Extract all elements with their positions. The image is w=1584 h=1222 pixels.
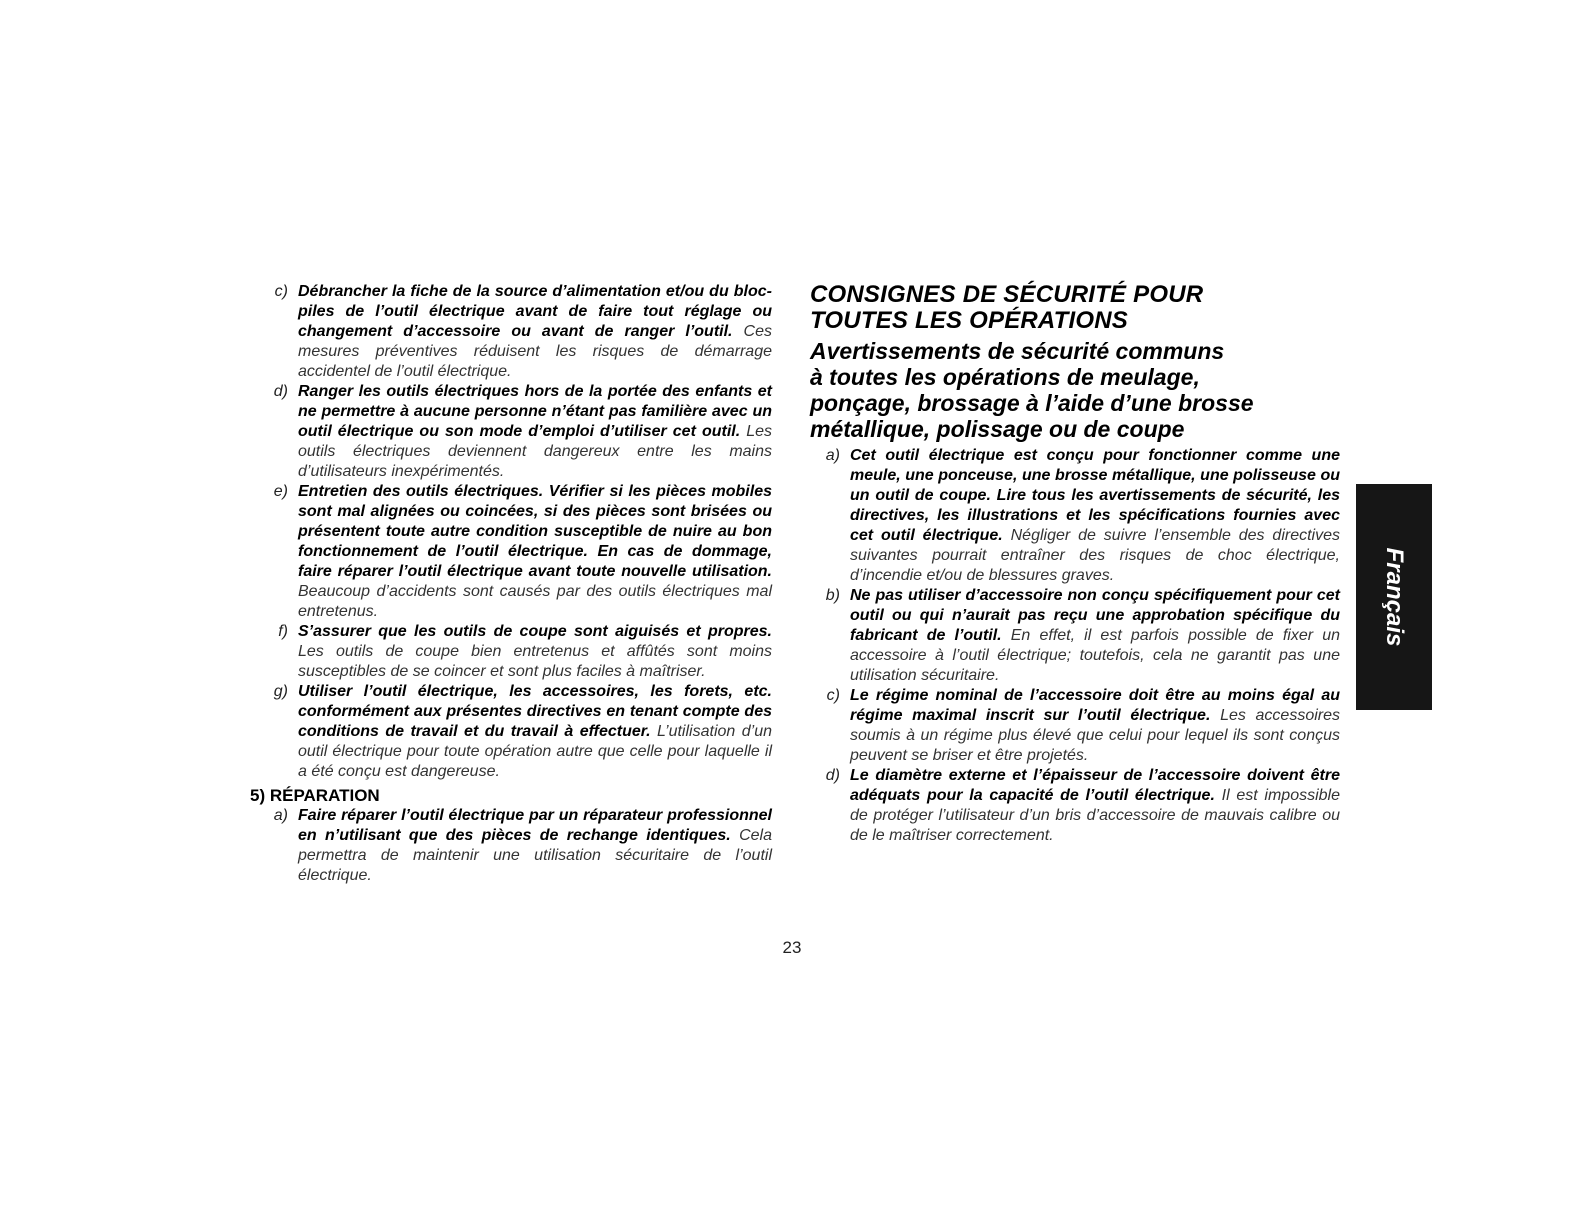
item-body bbox=[298, 622, 772, 682]
subtitle-line: ponçage, brossage à l’aide d’une brosse bbox=[810, 390, 1254, 416]
item-bold-text: Cet outil électrique est conçu pour fonctionner comme une meule, une ponceuse, une brosse métallique, une polisseuse ou un outil de coupe. Lire tous les avertissements de sécurité, les directives, les illustrations et les spécifications fournies avec cet outil électrique. bbox=[850, 447, 1340, 544]
item-bold-text: Ranger les outils électriques hors de la portée des enfants et ne permettre à aucune personne n’étant pas familière avec un outil électrique ou son mode d’emploi d’utiliser cet outil. bbox=[298, 383, 772, 440]
item-letter: g) bbox=[273, 683, 288, 700]
language-tab bbox=[1356, 484, 1432, 710]
item-bold-text: Le régime nominal de l’accessoire doit être au moins égal au régime maximal inscrit sur l’outil électrique. bbox=[850, 687, 1340, 724]
item-body bbox=[298, 382, 772, 482]
list-item bbox=[250, 806, 772, 886]
item-body bbox=[298, 682, 772, 782]
item-text: Les outils électriques deviennent dangereux entre les mains d’utilisateurs inexpérimentés. bbox=[298, 423, 772, 480]
title-line: CONSIGNES DE SÉCURITÉ POUR bbox=[810, 281, 1204, 308]
list-item bbox=[250, 382, 772, 482]
item-bold-text: Le diamètre externe et l’épaisseur de l’accessoire doivent être adéquats pour la capacité de l’outil électrique. bbox=[850, 767, 1340, 804]
item-bold-text: Entretien des outils électriques. Vérifier si les pièces mobiles sont mal alignées ou coincées, si des pièces sont brisées ou présentent toute autre condition susceptible de nuire au bon fonctionnement de l’outil électrique. En cas de dommage, faire réparer l’outil électrique avant toute nouvelle utilisation. bbox=[298, 483, 772, 580]
item-body bbox=[850, 446, 1340, 586]
list-item bbox=[250, 482, 772, 622]
item-text: En effet, il est parfois possible de fixer un accessoire à l’outil électrique; toutefois, cela ne garantit pas une utilisation sécuritaire. bbox=[850, 627, 1341, 684]
item-letter: f) bbox=[278, 623, 288, 640]
section-heading-reparation: 5) RÉPARATION bbox=[250, 786, 380, 805]
list-item bbox=[250, 282, 772, 382]
item-letter: b) bbox=[825, 587, 840, 604]
item-body bbox=[850, 686, 1340, 766]
list-item bbox=[810, 586, 1340, 686]
item-body bbox=[850, 766, 1340, 846]
item-letter: c) bbox=[274, 283, 288, 300]
section-subtitle bbox=[810, 338, 1340, 442]
item-bold-text: Ne pas utiliser d’accessoire non conçu spécifiquement pour cet outil ou qui n’aurait pas reçu une approbation spécifique du fabricant de l’outil. bbox=[850, 587, 1340, 644]
item-body bbox=[298, 282, 772, 382]
list-item bbox=[810, 446, 1340, 586]
item-letter: e) bbox=[273, 483, 288, 500]
item-bold-text: Utiliser l’outil électrique, les accessoires, les forets, etc. conformément aux présentes directives en tenant compte des conditions de travail et du travail à effectuer. bbox=[298, 683, 772, 740]
list-item bbox=[250, 622, 772, 682]
subtitle-line: métallique, polissage ou de coupe bbox=[810, 416, 1185, 442]
item-text: Ces mesures préventives réduisent les risques de démarrage accidentel de l’outil électrique. bbox=[298, 323, 772, 380]
left-column bbox=[250, 282, 772, 886]
list-item bbox=[250, 682, 772, 782]
item-text: Cela permettra de maintenir une utilisation sécuritaire de l’outil électrique. bbox=[298, 827, 773, 884]
item-text: Les outils de coupe bien entretenus et affûtés sont moins susceptibles de se coincer et sont plus faciles à maîtriser. bbox=[298, 643, 772, 680]
item-letter: d) bbox=[273, 383, 288, 400]
item-text: L’utilisation d’un outil électrique pour toute opération autre que celle pour laquelle il a été conçu est dangereuse. bbox=[298, 723, 772, 780]
item-letter: a) bbox=[273, 807, 288, 824]
list-item bbox=[810, 686, 1340, 766]
subtitle-line: à toutes les opérations de meulage, bbox=[810, 364, 1200, 390]
item-body bbox=[298, 806, 772, 886]
item-bold-text: S’assurer que les outils de coupe sont aiguisés et propres. bbox=[298, 623, 772, 640]
item-letter: c) bbox=[826, 687, 840, 704]
item-bold-text: Débrancher la fiche de la source d’alimentation et/ou du bloc-piles de l’outil électrique avant de faire tout réglage ou changement d’accessoire ou avant de ranger l’outil. bbox=[298, 283, 772, 340]
item-letter: d) bbox=[825, 767, 840, 784]
item-text: Il est impossible de protéger l’utilisateur d’un bris d’accessoire de mauvais calibre ou de le maîtriser correctement. bbox=[850, 787, 1340, 844]
item-bold-text: Faire réparer l’outil électrique par un réparateur professionnel en n’utilisant que des pièces de rechange identiques. bbox=[298, 807, 772, 844]
item-text: Beaucoup d’accidents sont causés par des outils électriques mal entretenus. bbox=[298, 583, 772, 620]
language-tab-label: Français bbox=[1381, 547, 1408, 647]
title-line: TOUTES LES OPÉRATIONS bbox=[810, 307, 1129, 334]
item-text: Négliger de suivre l’ensemble des directives suivantes pourrait entraîner des risques de choc électrique, d’incendie et/ou de blessures graves. bbox=[850, 527, 1341, 584]
item-letter: a) bbox=[825, 447, 840, 464]
item-body bbox=[298, 482, 772, 622]
right-column bbox=[810, 282, 1340, 846]
list-item bbox=[810, 766, 1340, 846]
section-title bbox=[810, 282, 1340, 334]
page-number: 23 bbox=[782, 938, 802, 957]
item-text: Les accessoires soumis à un régime plus élevé que celui pour lequel ils sont conçus peuvent se briser et être projetés. bbox=[850, 707, 1340, 764]
item-body bbox=[850, 586, 1340, 686]
subtitle-line: Avertissements de sécurité communs bbox=[810, 338, 1225, 364]
